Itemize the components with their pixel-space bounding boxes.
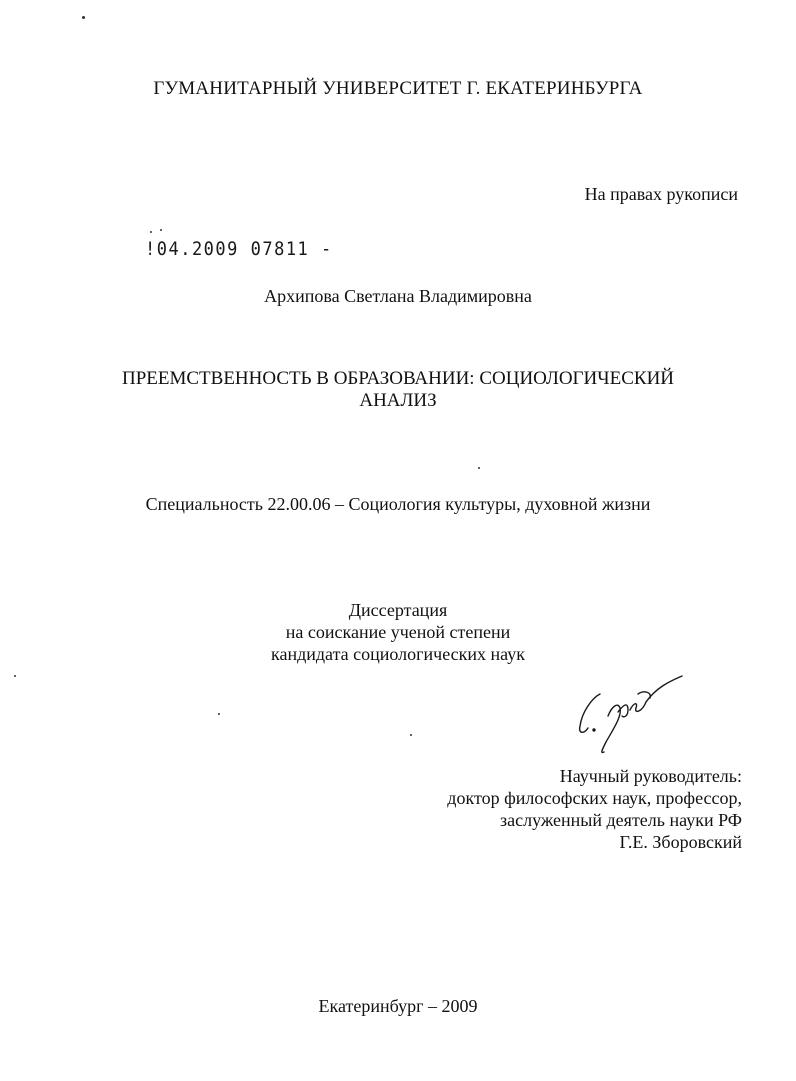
scan-speck [218,713,220,715]
supervisor-degree: доктор философских наук, профессор, [447,788,742,808]
supervisor-role: Научный руководитель: [559,766,742,786]
supervisor-name: Г.Е. Зборовский [619,832,742,852]
dissertation-title-line-2: АНАЛИЗ [359,390,437,411]
author-name: Архипова Светлана Владимировна [264,286,532,306]
degree-line-2: на соискание ученой степени [285,622,511,642]
scan-speck [82,16,85,19]
scan-speck [410,734,412,736]
supervisor-block [447,765,742,853]
university-heading: ГУМАНИТАРНЫЙ УНИВЕРСИТЕТ Г. ЕКАТЕРИНБУРГА [153,78,643,99]
dissertation-title-line-1: ПРЕЕМСТВЕННОСТЬ В ОБРАЗОВАНИИ: СОЦИОЛОГИЧЕСКИЙ [121,368,675,389]
scan-speck [160,229,162,231]
city-year: Екатеринбург – 2009 [318,996,478,1016]
scan-speck [478,467,480,469]
supervisor-honor: заслуженный деятель науки РФ [500,810,742,830]
scan-speck [14,675,16,677]
rights-note: На правах рукописи [584,184,738,204]
degree-line-1: Диссертация [348,600,448,620]
catalog-number-stamp: !04.2009 07811 - [145,238,333,261]
scan-speck [150,231,152,233]
handwritten-signature [572,672,692,756]
degree-line-3: кандидата социологических наук [271,644,525,664]
specialty-line: Специальность 22.00.06 – Социология культуры, духовной жизни [145,494,651,514]
